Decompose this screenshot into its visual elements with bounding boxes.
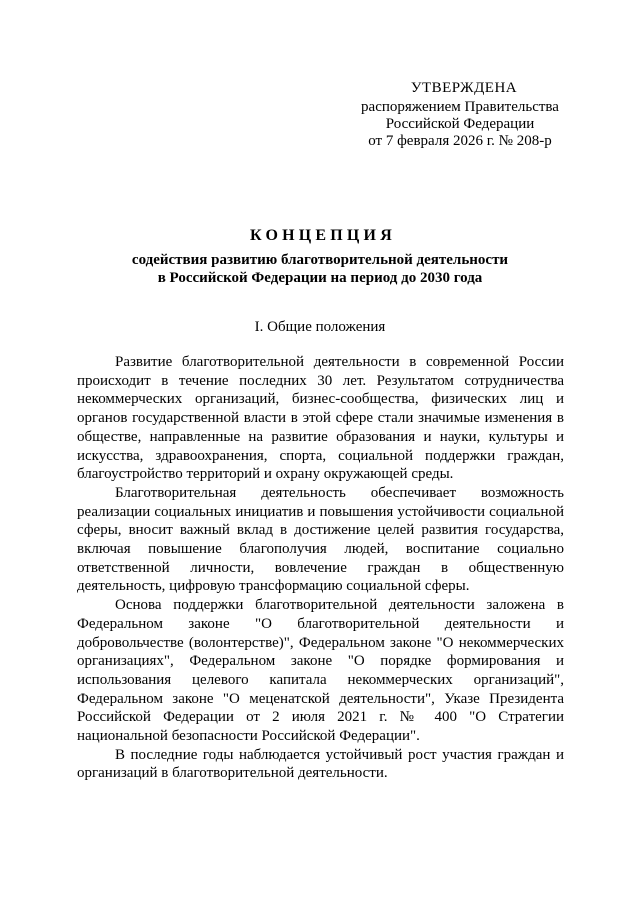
section-title: I. Общие положения — [254, 319, 386, 335]
approval-line-1: распоряжением Правительства — [361, 99, 559, 115]
document-heading — [0, 226, 640, 287]
paragraph-3: Основа поддержки благотворительной деятельности заложена в Федеральном законе "О благотворительной деятельности и добровольчестве (волонтерстве)", Федеральном законе "О некоммерческих организациях", Федеральном законе "О порядке формирования и использования целевого капитала некоммерческих организаций", Федеральном законе "О меценатской деятельности", Указе Президента Российской Федерации от 2 июля 2021 г. № 400 "О Стратегии национальной безопасности Российской Федерации". — [77, 597, 564, 745]
document-body — [77, 353, 564, 783]
paragraph-1: Развитие благотворительной деятельности в современной России происходит в течение последних 30 лет. Результатом сотрудничества некоммерческих организаций, бизнес-сообщества, физических лиц и органов государственной власти в этой сфере стали значимые изменения в обществе, направленные на развитие образования и науки, культуры и искусства, здравоохранения, спорта, социальной поддержки граждан, благоустройство территорий и охрану окружающей среды. — [77, 354, 564, 483]
document-title: КОНЦЕПЦИЯ — [250, 227, 396, 244]
approval-line-2: Российской Федерации — [385, 116, 535, 132]
document-subtitle-line-1: содействия развитию благотворительной деятельности — [131, 252, 509, 268]
document-subtitle-line-2: в Российской Федерации на период до 2030 года — [157, 270, 483, 286]
approval-line-3: от 7 февраля 2026 г. № 208-р — [368, 133, 552, 149]
paragraph-2: Благотворительная деятельность обеспечивает возможность реализации социальных инициатив и повышения устойчивости социальной сферы, вносит важный вклад в достижение целей развития государства, включая повышение благополучия людей, воспитание социально ответственной личности, вовлечение граждан в общественную деятельность, цифровую трансформацию социальной сферы. — [77, 484, 564, 595]
approval-title: УТВЕРЖДЕНА — [410, 80, 518, 96]
approval-stamp — [340, 80, 580, 150]
paragraph-4: В последние годы наблюдается устойчивый рост участия граждан и организаций в благотворительной деятельности. — [77, 746, 564, 782]
